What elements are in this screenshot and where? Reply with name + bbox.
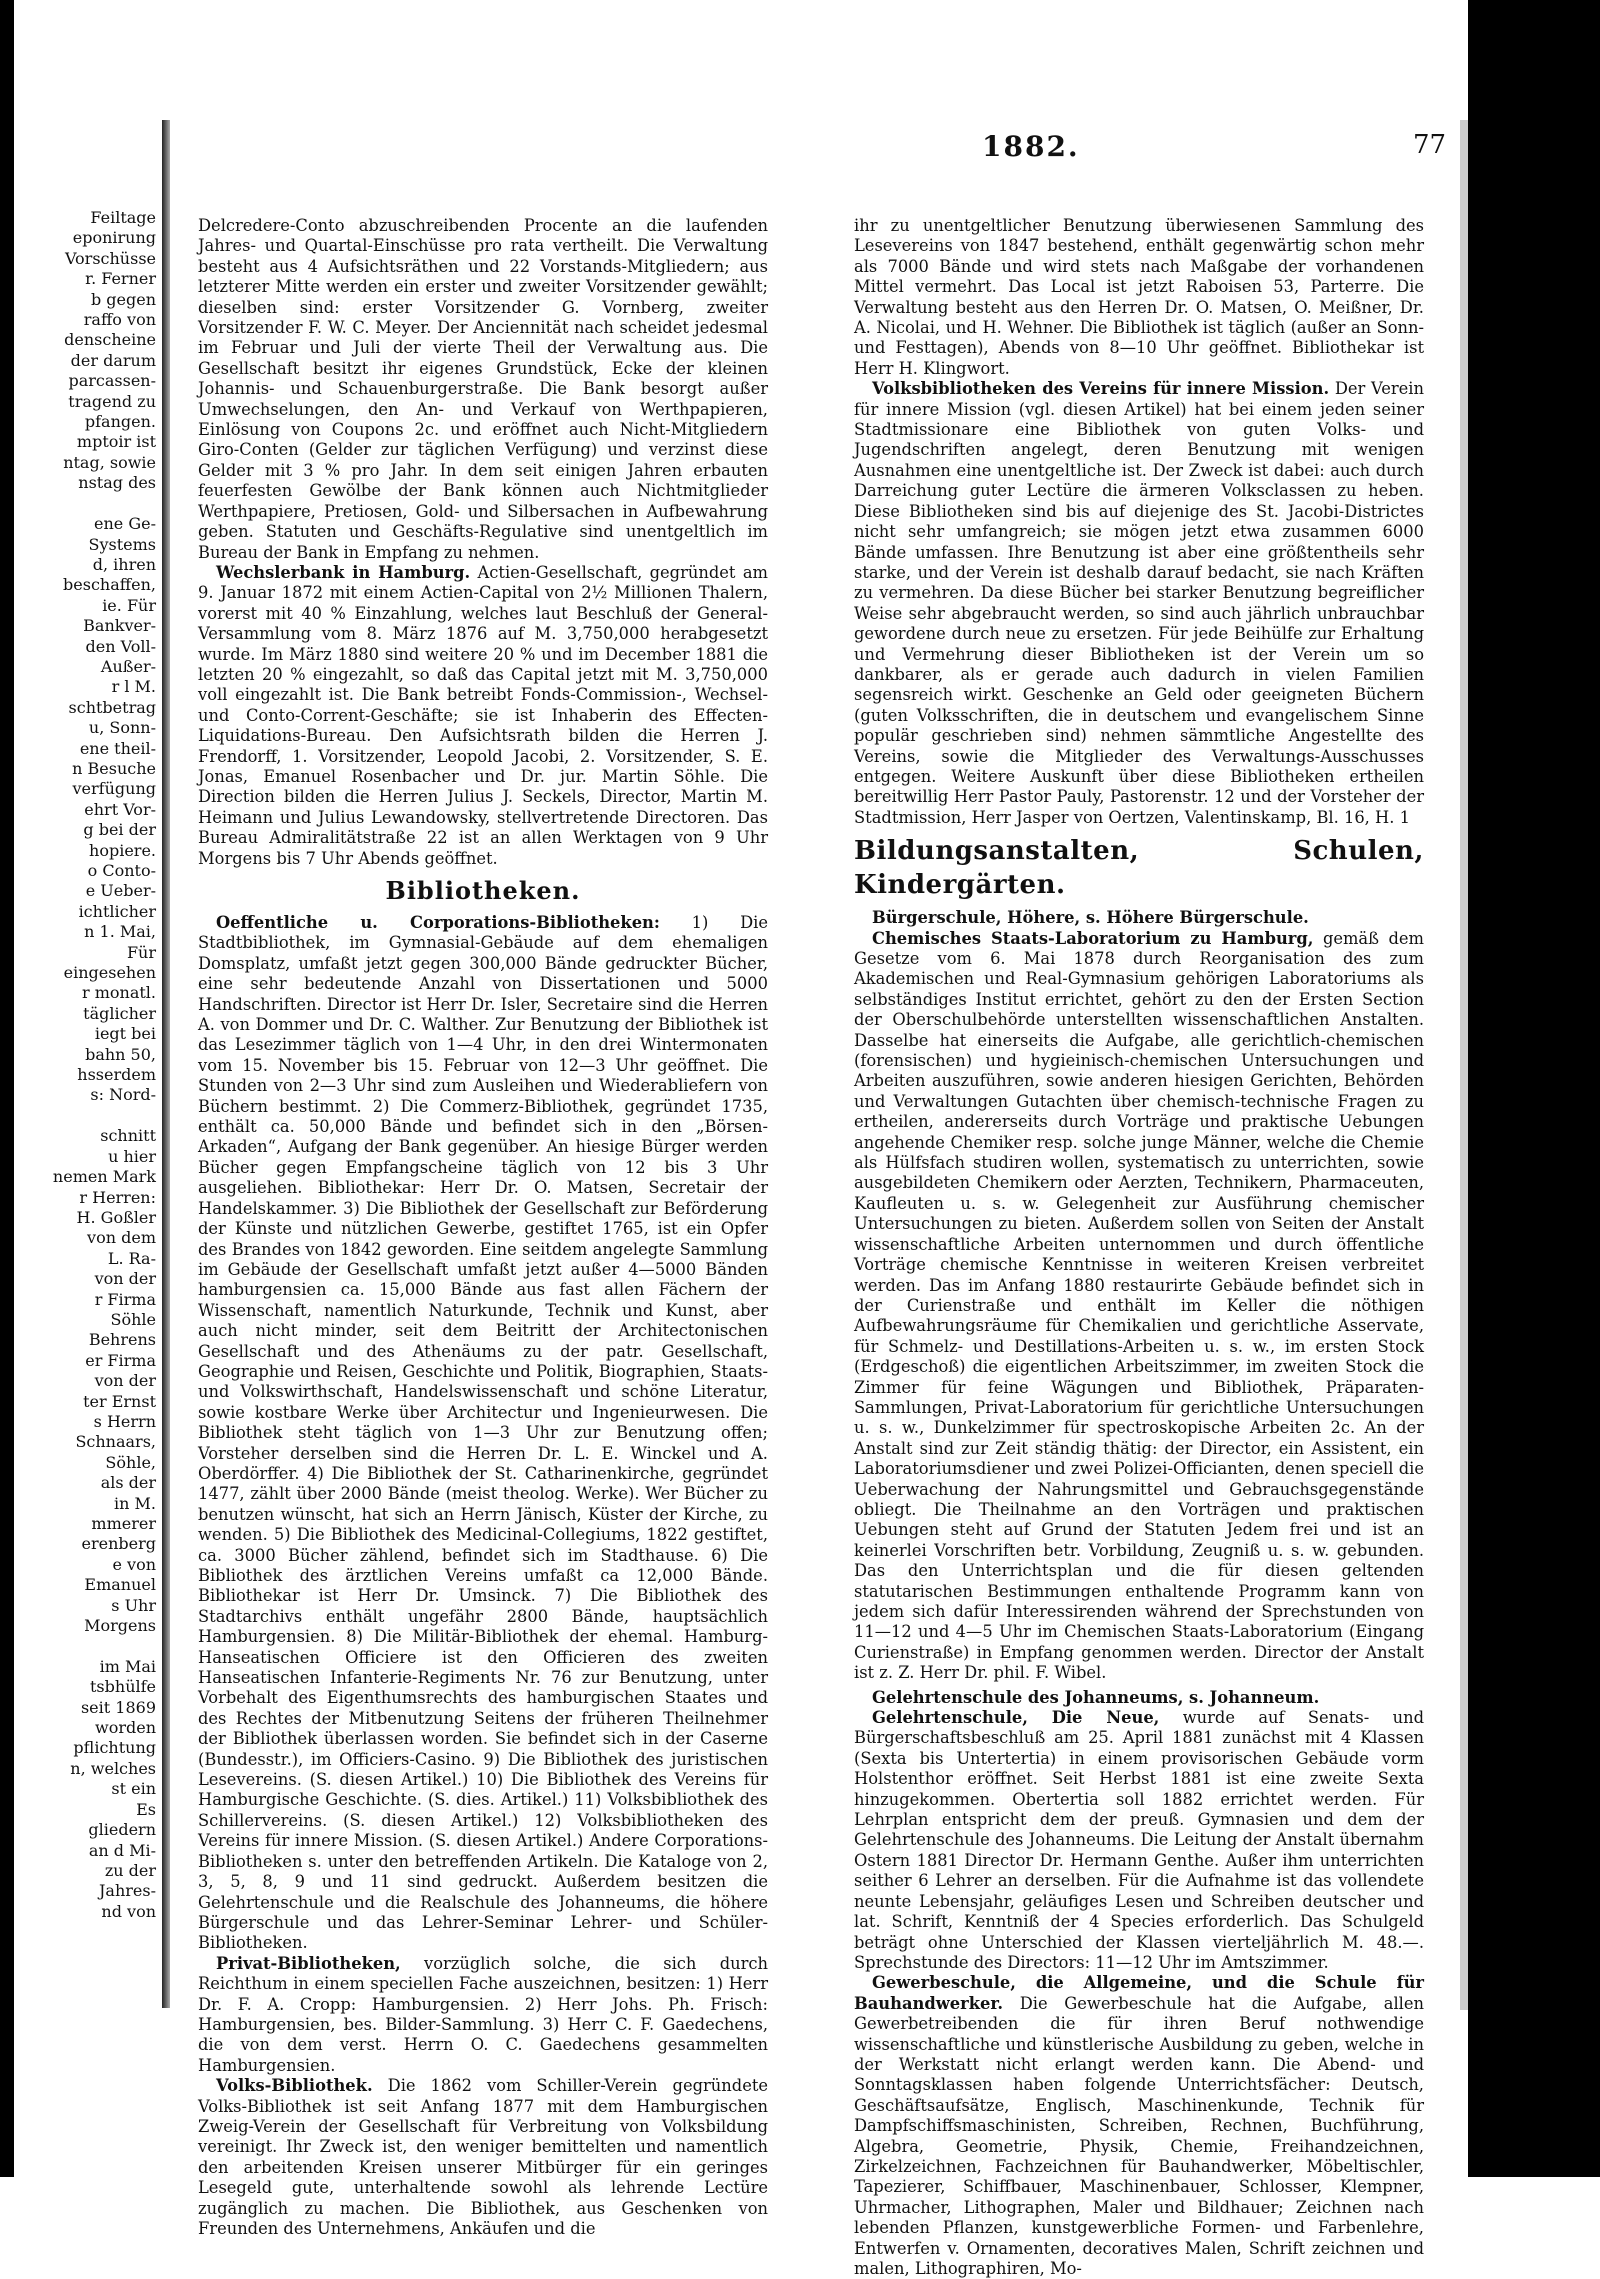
entry-title: Wechslerbank in Hamburg. [216,562,471,582]
adjacent-page-line: Emanuel [84,1575,156,1595]
paragraph-oeffentliche-bibliotheken: Oeffentliche u. Corporations-Bibliotheken: 1) Die Stadtbibliothek, im Gymnasial-Gebäude auf dem ehemaligen Domsplatz, umfaßt jetzt gegen 300,000 Bände gedruckter Bücher, eine sehr bedeutende Anzahl von Dissertationen und 5000 Handschriften. Director ist Herr Dr. Isler, Secretaire sind die Herren A. von Dommer und Dr. C. Walther. Zur Benutzung der Bibliothek ist das Lesezimmer täglich von 1—4 Uhr, in den drei Wintermonaten vom 15. November bis 15. Februar von 12—3 Uhr geöffnet. Die Stunden von 2—3 Uhr sind zum Ausleihen und Wiederabliefern von Büchern bestimmt. 2) Die Commerz-Bibliothek, gegründet 1735, enthält ca. 50,000 Bände und befindet sich in den „Börsen-Arkaden“, Aufgang der Bank gegenüber. An hiesige Bürger werden Bücher gegen Empfangscheine täglich von 12 bis 3 Uhr ausgeliehen. Bibliothekar: Herr Dr. O. Matsen, Secretair der Handelskammer. 3) Die Bibliothek der Gesellschaft zur Beförderung der Künste und nützlichen Gewerbe, gestiftet 1765, ist ein Opfer des Brandes von 1842 geworden. Eine seitdem angelegte Sammlung im Gebäude der Gesellschaft umfaßt jetzt außer 4—5000 Bänden hamburgensien ca. 15,000 Bände aus fast allen Fächern der Wissenschaft, namentlich Naturkunde, Technik und Kunst, aber auch nicht minder, seit dem Beitritt der Architectonischen Gesellschaft und des Athenäums zu der patr. Gesellschaft, Geographie und Reisen, Geschichte und Politik, Biographien, Staats- und Volkswirthschaft, Handelswissenschaft und schöne Literatur, sowie kostbare Werke über Architectur und Ingenieurwesen. Die Bibliothek steht täglich von 1—3 Uhr zur Benutzung offen; Vorsteher derselben sind die Herren Dr. L. E. Winckel und A. Oberdörffer. 4) Die Bibliothek der St. Catharinenkirche, gegründet 1477, zählt über 2000 Bände (meist theolog. Werke). Wer Bücher zu benutzen wünscht, hat sich an Herrn Jänisch, Küster der Kirche, zu wenden. 5) Die Bibliothek des Medicinal-Collegiums, 1822 gestiftet, ca. 3000 Bücher zählend, befindet sich im Stadthause. 6) Die Bibliothek des ärztlichen Vereins umfaßt ca 12,000 Bände. Bibliothekar ist Herr Dr. Umsinck. 7) Die Bibliothek des Stadtarchivs enthält ungefähr 2800 Bände, hauptsächlich Hamburgensien. 8) Die Militär-Bibliothek der ehemal. Hamburg-Hanseatischen Officiere ist den Officieren des zweiten Hanseatischen Infanterie-Regiments Nr. 76 zur Benutzung, unter Vorbehalt des Eigenthumsrechts des hamburgischen Staates und des Rechtes der Mitbenutzung Seitens der früheren Theilnehmer der Bibliothek überlassen worden. Sie befindet sich in der Caserne (Bundesstr.), im Officiers-Casino. 9) Die Bibliothek des juristischen Lesevereins. (S. diesen Artikel.) 10) Die Bibliothek des Vereins für Hamburgische Geschichte. (S. dies. Artikel.) 11) Volksbibliothek des Schillervereins. (S. diesen Artikel.) 12) Volksbibliotheken des Vereins für innere Mission. (S. diesen Artikel.) Andere Corporations-Bibliotheken s. unter den betreffenden Artikeln. Die Kataloge von 2, 3, 5, 8, 9 und 11 sind gedruckt. Außerdem besitzen die Gelehrtenschule und die Realschule des Johanneums, die höhere Bürgerschule und das Lehrer-Seminar Lehrer- und Schüler-Bibliotheken. [198,913,768,1953]
adjacent-page-fragment [14,128,164,2008]
paragraph-volks-bibliothek-cont: ihr zu unentgeltlicher Benutzung überwiesenen Sammlung des Lesevereins von 1847 bestehend, enthält gegenwärtig schon mehr als 7000 Bände und wird stets nach Maßgabe der vorhandenen Mittel vermehrt. Das Local ist jetzt Raboisen 53, Parterre. Die Verwaltung besteht aus den Herren Dr. O. Matsen, O. Meißner, Dr. A. Nicolai, und H. Wehner. Die Bibliothek ist täglich (außer an Sonn- und Festtagen), Abends von 8—10 Uhr geöffnet. Bibliothekar ist Herr H. Klingwort. [854,216,1424,378]
page-header-year: 1882. [982,130,1080,163]
paragraph-privat-bibliotheken: Privat-Bibliotheken, vorzüglich solche, die sich durch Reichthum in einem speciellen Fache auszeichnen, besitzen: 1) Herr Dr. F. A. Cropp: Hamburgensien. 2) Herr Johs. Ph. Frisch: Hamburgensien, bes. Bilder-Sammlung. 3) Herr C. F. Gaedechens, die von dem verst. Herrn O. C. Gaedechens gesammelten Hamburgensien. [198,1953,768,2075]
column-left [198,216,768,2239]
adjacent-page-line: n, welches [70,1758,156,1778]
adjacent-page-line: Es [136,1799,156,1819]
page-number: 77 [1413,130,1447,160]
cross-reference-gelehrtenschule: Gelehrtenschule des Johanneums, s. Johanneum. [872,1687,1320,1707]
adjacent-page-line: s Uhr [111,1595,156,1615]
adjacent-page-line: tsbhülfe [90,1677,156,1697]
adjacent-page-line: verfügung [72,779,156,799]
adjacent-page-line: Für [126,942,156,962]
adjacent-page-line: ichtlicher [78,901,156,921]
entry-title: Chemisches Staats-Laboratorium zu Hamburg, [872,928,1314,948]
adjacent-page-line: Vorschüsse [64,248,156,268]
adjacent-page-line: pfangen. [84,412,156,432]
paragraph-gewerbeschule: Gewerbeschule, die Allgemeine, und die Schule für Bauhandwerker. Die Gewerbeschule hat die Aufgabe, allen Gewerbetreibenden die für ihren Beruf nothwendige wissenschaftliche und künstlerische Ausbildung zu geben, welche in der Werkstatt nicht erlangt werden kann. Die Abend- und Sonntagsklassen haben folgende Unterrichtsfächer: Deutsch, Geschäftsaufsätze, Englisch, Maschinenkunde, Technik für Dampfschiffsmaschinisten, Schreiben, Rechnen, Buchführung, Algebra, Geometrie, Physik, Chemie, Freihandzeichnen, Zirkelzeichnen, Fachzeichnen für Bauhandwerker, Möbeltischler, Tapezierer, Schiffbauer, Maschinenbauer, Schlosser, Klempner, Uhrmacher, Lithographen, Maler und Bildhauer; Zeichnen nach lebenden Pflanzen, kunstgewerbliche Formen- und Farbenlehre, Entwerfen v. Ornamenten, decoratives Malen, Schrift zeichnen und malen, Lithographiren, Mo- [854,1973,1424,2278]
adjacent-page-line: ene theil- [79,738,156,758]
adjacent-page-line: in M. [114,1493,156,1513]
paragraph-delcredere: Delcredere-Conto abzuschreibenden Procente an die laufenden Jahres- und Quartal-Einschüsse pro rata vertheilt. Die Verwaltung besteht aus 4 Aufsichtsräthen und 22 Vorstands-Mitgliedern; aus letzterer Mitte werden ein erster und zweiter Vorsitzender gewählt; dieselben sind: erster Vorsitzender G. Vornberg, zweiter Vorsitzender F. W. C. Meyer. Der Anciennität nach scheidet jedesmal im Februar und Juli der vierte Theil der Verwaltung aus. Die Gesellschaft besitzt ihr eigenes Grundstück, Ecke der kleinen Johannis- und Schauenburgerstraße. Die Bank besorgt außer Umwechselungen, den An- und Verkauf von Werthpapieren, Einlösung von Coupons 2c. und eröffnet auch Nicht-Mitgliedern Giro-Conten (Gelder zur täglichen Verfügung) und verzinst diese Gelder mit 3 % pro Jahr. In dem seit einigen Jahren erbauten feuerfesten Gewölbe der Bank können auch Nichtmitglieder Werthpapiere, Pretiosen, Gold- und Silbersachen in Aufbewahrung geben. Statuten und Geschäfts-Regulative sind unentgeltlich im Bureau der Bank in Empfang zu nehmen. [198,216,768,562]
adjacent-page-line: als der [100,1473,156,1493]
entry-title: Gelehrtenschule, Die Neue, [872,1708,1160,1728]
adjacent-page-line: e Ueber- [85,881,156,901]
adjacent-page-line: seit 1869 [80,1697,156,1717]
adjacent-page-line: den Voll- [85,636,156,656]
adjacent-page-line: an d Mi- [88,1840,156,1860]
adjacent-page-line: raffo von [83,310,156,330]
adjacent-page-line [53,1106,156,1126]
adjacent-page-line: Söhle, [105,1452,156,1472]
adjacent-page-line: e von [112,1554,156,1574]
adjacent-page-line: Behrens [88,1330,156,1350]
adjacent-page-line: nemen Mark [52,1167,156,1187]
adjacent-page-line [53,494,156,514]
section-heading-bildungsanstalten: Bildungsanstalten, Schulen, Kindergärten. [854,836,1424,901]
adjacent-page-line: eponirung [72,228,156,248]
adjacent-page-line: Söhle [110,1309,156,1329]
adjacent-page-line: n 1. Mai, [84,922,156,942]
page [170,120,1460,2278]
adjacent-page-line: u hier [108,1146,156,1166]
adjacent-page-line: g bei der [83,820,156,840]
adjacent-page-line: erenberg [81,1534,156,1554]
adjacent-page-line: r Herren: [79,1187,156,1207]
entry-title: Oeffentliche u. Corporations-Bibliotheken: [216,913,660,932]
adjacent-page-line: worden [95,1718,156,1738]
adjacent-page-line: ie. Für [102,595,156,615]
adjacent-page-line: r Firma [94,1289,156,1309]
paragraph-volks-bibliothek: Volks-Bibliothek. Die 1862 vom Schiller-Verein gegründete Volks-Bibliothek ist seit Anfang 1877 mit dem Hamburgischen Zweig-Verein der Gesellschaft für Verbreitung von Volksbildung vereinigt. Ihr Zweck ist, den weniger bemittelten und namentlich den arbeitenden Kreisen unserer Mitbürger für ein geringes Lesegeld gute, unterhaltende sowohl als lehrende Lectüre zugänglich zu machen. Die Bibliothek, aus Geschenken von Freunden des Unternehmens, Ankäufen und die [198,2076,769,2238]
adjacent-page-line: iegt bei [94,1024,156,1044]
adjacent-page-line: Feiltage [90,208,156,227]
adjacent-page-line: u, Sonn- [88,718,156,738]
adjacent-page-line: hsserdem [77,1065,156,1085]
adjacent-page-line: schnitt [100,1126,156,1146]
adjacent-page-line: von der [94,1269,156,1289]
paragraph-staats-laboratorium: Chemisches Staats-Laboratorium zu Hamburg, gemäß dem Gesetze vom 6. Mai 1878 durch Reorganisation des zum Akademischen und Real-Gymnasium gehörigen Laboratoriums als selbständiges Institut errichtet, gehört zu den der Ersten Section der Oberschulbehörde unterstellten wissenschaftlichen Anstalten. Dasselbe hat einerseits die Aufgabe, alle gerichtlich-chemischen (forensischen) und hygieinisch-chemischen Untersuchungen und Arbeiten auszuführen, sowie anderen hiesigen Gerichten, Behörden und Verwaltungen Gutachten über chemisch-technische Fragen zu ertheilen, andererseits durch Vorträge und praktische Uebungen angehende Chemiker resp. solche junge Männer, welche die Chemie als Hülfsfach studiren wollen, systematisch zu unterrichten, sowie ausgebildeten Chemikern oder Aerzten, Technikern, Pharmaceuten, Kaufleuten u. s. w. Gelegenheit zur Ausführung chemischer Untersuchungen zu bieten. Außerdem sollen von Seiten der Anstalt wissenschaftliche Arbeiten unternommen und durch öffentliche Vorträge chemische Kenntnisse in weiteren Kreisen verbreitet werden. Das im Anfang 1880 restaurirte Gebäude befindet sich in der Curienstraße und enthält im Keller die nöthigen Aufbewahrungsräume für Chemikalien und gerichtliche Asservate, für Schmelz- und Destillations-Arbeiten u. s. w., im ersten Stock (Erdgeschoß) die eigentlichen Arbeitszimmer, im zweiten Stock die Zimmer für feine Wägungen und Bibliothek, Präparaten-Sammlungen, Privat-Laboratorium für gerichtliche Untersuchungen u. s. w., Dunkelzimmer für spectroskopische Arbeiten 2c. An der Anstalt sind zur Zeit ständig thätig: der Director, ein Assistent, ein Laboratoriumsdiener und zwei Polizei-Officianten, denen speciell die Ueberwachung der Nahrungsmittel und Gebrauchsgegenstände obliegt. Die Theilnahme an den Vorträgen und praktischen Uebungen steht auf Grund der Statuten Jedem frei und ist an keinerlei Vorschriften betr. Vorbildung, Zeugniß u. s. w. gebunden. Das den Unterrichtsplan und die für diesen geltenden statutarischen Bestimmungen enthaltende Programm kann von jedem sich dafür Interessirenden während der Sprechstunden von 11—12 und 4—5 Uhr im Chemischen Staats-Laboratorium (Eingang Curienstraße) in Empfang genommen werden. Director der Anstalt ist z. Z. Herr Dr. phil. F. Wibel. [854,928,1424,1683]
column-right [854,216,1424,2279]
adjacent-page-line: o Conto- [87,861,156,880]
adjacent-page-line: r l M. [111,677,156,697]
adjacent-page-line: er Firma [85,1350,156,1370]
page-edge [1460,120,1468,2010]
adjacent-page-line: eingesehen [63,963,156,983]
adjacent-page-line: nstag des [78,473,156,493]
adjacent-page-line: von der [94,1371,156,1391]
scan-border-left [0,0,14,2177]
section-heading-bibliotheken: Bibliotheken. [385,876,581,905]
adjacent-page-line: H. Goßler [76,1207,156,1227]
adjacent-page-line: ehrt Vor- [84,799,156,819]
adjacent-page-line: r monatl. [81,983,156,1003]
adjacent-page-line: b gegen [90,289,156,309]
adjacent-page-line: d, ihren [92,554,156,574]
adjacent-page-line: parcassen- [68,371,156,391]
top-margin [14,0,1468,120]
adjacent-page-line: von dem [87,1228,156,1248]
entry-title: Privat-Bibliotheken, [216,1953,401,1973]
entry-title: Volks-Bibliothek. [216,2076,373,2096]
adjacent-page-line: s Herrn [93,1411,156,1431]
adjacent-page-line: bahn 50, [85,1044,156,1064]
paragraph-wechslerbank: Wechslerbank in Hamburg. Actien-Gesellschaft, gegründet am 9. Januar 1872 mit einem Actien-Capital von 2½ Millionen Thalern, vorerst mit 40 % Einzahlung, welches laut Beschluß der General-Versammlung vom 8. März 1876 auf M. 3,750,000 herabgesetzt wurde. Im März 1880 sind weitere 20 % und im December 1881 die letzten 20 % eingezahlt, so daß das Capital jetzt mit M. 3,750,000 voll eingezahlt ist. Die Bank betreibt Fonds-Commission-, Wechsel- und Conto-Corrent-Geschäfte; sie ist Inhaberin des Effecten-Liquidations-Bureau. Den Aufsichtsrath bilden die Herren J. Frendorff, 1. Vorsitzender, Leopold Jacobi, 2. Vorsitzender, S. E. Jonas, Emanuel Rosenbacher und Dr. jur. Martin Söhle. Die Direction bilden die Herren Julius J. Seckels, Director, Martin M. Heimann und Julius Lewandowsky, stellvertretende Directoren. Das Bureau Admiralitätstraße 22 ist an allen Werktagen von 9 Uhr Morgens bis 7 Uhr Abends geöffnet. [198,562,768,868]
adjacent-page-line: ene Ge- [94,514,156,534]
adjacent-page-text [53,208,156,1922]
adjacent-page-line: Bankver- [83,616,156,636]
adjacent-page-line: gliedern [88,1820,156,1840]
adjacent-page-line [53,1636,156,1656]
adjacent-page-line: n Besuche [72,758,156,778]
adjacent-page-line: Morgens [84,1616,156,1636]
adjacent-page-line: Außer- [100,656,156,676]
adjacent-page-line: hopiere. [89,840,156,860]
adjacent-page-line: mmerer [91,1514,156,1533]
cross-reference-buergerschule: Bürgerschule, Höhere, s. Höhere Bürgerschule. [872,908,1309,928]
entry-title: Volksbibliotheken des Vereins für innere Mission. [872,379,1330,399]
adjacent-page-line: nd von [101,1901,156,1921]
entry-title: Gewerbeschule, die Allgemeine, und die Schule für Bauhandwerker. [854,1973,1424,2013]
adjacent-page-line: pflichtung [73,1738,156,1758]
paragraph-innere-mission: Volksbibliotheken des Vereins für innere Mission. Der Verein für innere Mission (vgl. diesen Artikel) hat bei einem jeden seiner Stadtmissionare eine Bibliothek von guten Volks- und Jugendschriften angelegt, deren Benutzung mit wenigen Ausnahmen eine unentgeltliche ist. Der Zweck ist dabei: auch durch Darreichung guter Lectüre die ärmeren Volksclassen zu heben. Diese Bibliotheken sind bis auf diejenige des St. Jacobi-Districtes nicht sehr umfangreich; sie mögen jetzt etwa zusammen 6000 Bände umfassen. Ihre Benutzung ist aber eine größtentheils sehr starke, und der Verein ist deshalb darauf bedacht, sie nach Kräften zu vermehren. Da diese Bücher bei starker Benutzung begreiflicher Weise sehr abgebraucht werden, so sind auch jährlich unbrauchbar gewordene durch neue zu ersetzen. Für jede Beihülfe zur Erhaltung und Vermehrung dieser Bibliotheken ist der Verein um so dankbarer, als er gerade auch dadurch in vielen Familien segensreich wirkt. Geschenke an Geld oder geeigneten Büchern (guten Volksschriften, die in deutschem und evangelischem Sinne populär geschrieben sind) nehmen sämmtliche Angestellte des Vereins, sowie die Mitglieder des Verwaltungs-Ausschusses entgegen. Weitere Auskunft über diese Bibliotheken ertheilen bereitwillig Herr Pastor Pauly, Pastorenstr. 12 und der Vorsteher der Stadtmission, Herr Jasper von Oertzen, Valentinskamp, Bl. 16, H. 1 [854,379,1424,827]
adjacent-page-line: r. Ferner [85,269,156,289]
adjacent-page-line: Systems [88,534,156,554]
adjacent-page-line: im Mai [99,1656,156,1676]
adjacent-page-line: s: Nord- [90,1085,156,1105]
adjacent-page-line: tragend zu [68,391,156,411]
adjacent-page-line: der darum [70,350,156,370]
adjacent-page-line: Jahres- [99,1881,156,1901]
adjacent-page-line: schtbetrag [68,697,156,717]
adjacent-page-line: zu der [104,1860,156,1880]
adjacent-page-line: täglicher [83,1003,156,1023]
adjacent-page-line: ntag, sowie [63,452,156,472]
adjacent-page-line: beschaffen, [63,575,156,595]
scan-border-right [1468,0,1600,2177]
adjacent-page-line: Schnaars, [75,1432,156,1452]
adjacent-page-line: mptoir ist [76,432,156,452]
adjacent-page-line: denscheine [64,330,156,350]
adjacent-page-line: st ein [111,1779,156,1799]
adjacent-page-line: L. Ra- [107,1248,156,1268]
adjacent-page-line: ter Ernst [83,1391,156,1411]
paragraph-neue-gelehrtenschule: Gelehrtenschule, Die Neue, wurde auf Senats- und Bürgerschaftsbeschluß am 25. April 1881 zunächst mit 4 Klassen (Sexta bis Untertertia) in einem provisorischen Gebäude vorm Holstenthor eröffnet. Seit Herbst 1881 ist eine zweite Sexta hinzugekommen. Obertertia soll 1882 errichtet werden. Für Lehrplan entspricht dem der preuß. Gymnasien und dem der Gelehrtenschule des Johanneums. Die Leitung der Anstalt übernahm Ostern 1881 Director Dr. Hermann Genthe. Außer ihm unterrichten seither 6 Lehrer an derselben. Für die Aufnahme ist das vollendete neunte Lebensjahr, geläufiges Lesen und Schreiben deutscher und lat. Schrift, Kenntniß der 4 Species erforderlich. Das Schulgeld beträgt ohne Unterschied der Klassen vierteljährlich M. 48.—. Sprechstunde des Directors: 11—12 Uhr im Amtszimmer. [854,1708,1425,1972]
